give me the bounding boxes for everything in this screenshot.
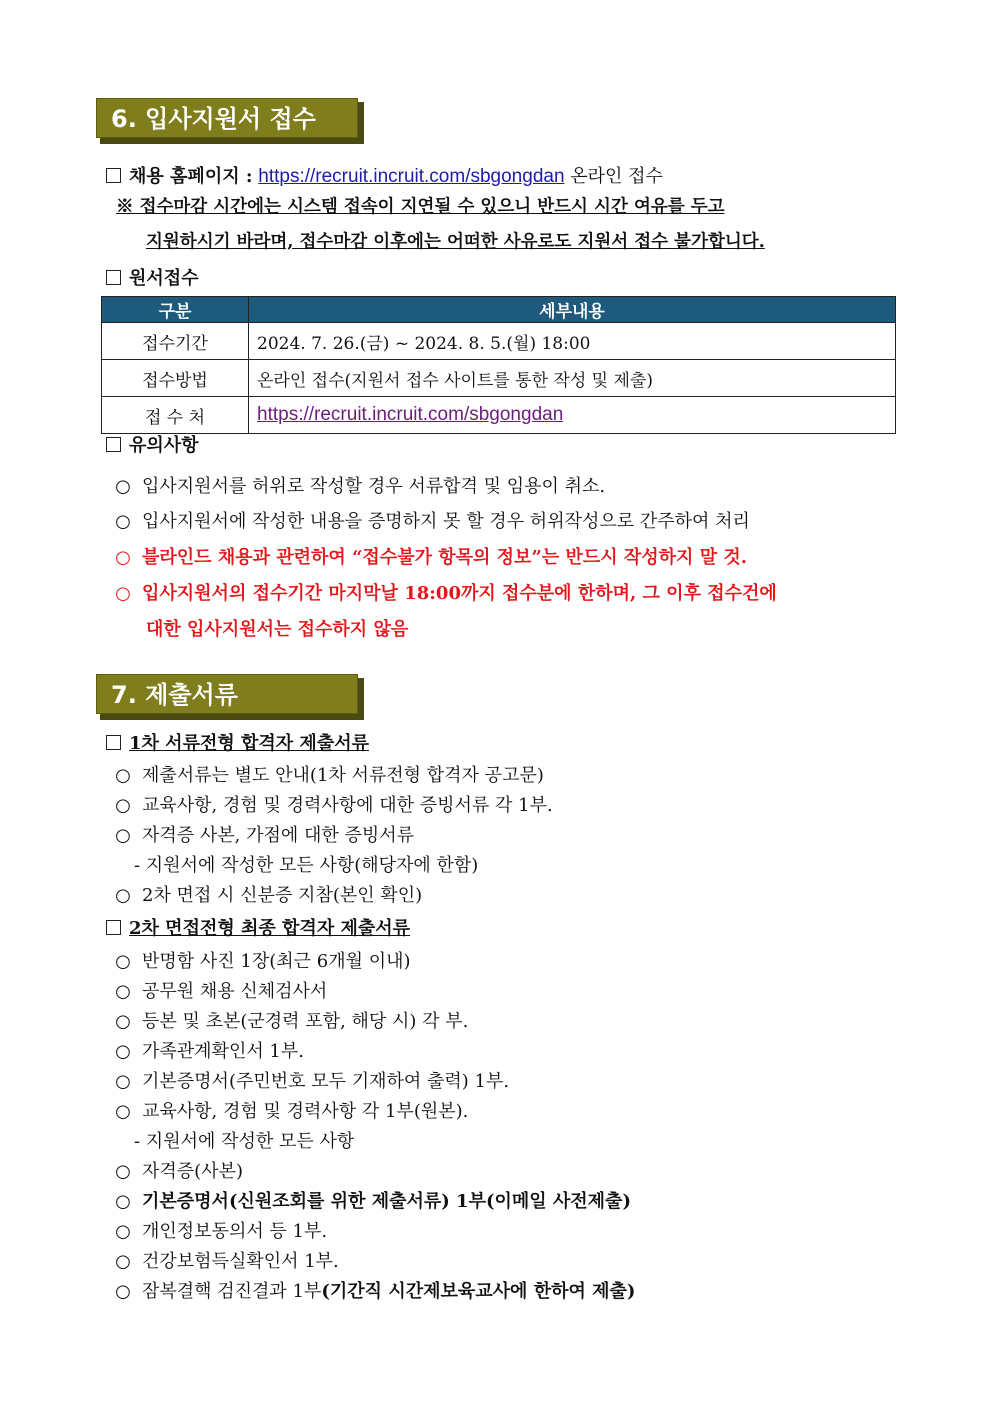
table-row [102,397,896,434]
homepage-line [106,165,663,189]
list-item: ○ 제출서류는 별도 안내(1차 서류전형 합격자 공고문) [115,765,544,786]
table-cell-value [249,397,896,434]
homepage-suffix: 온라인 접수 [570,166,663,187]
checkbox-square-icon [106,437,121,452]
section-6-header [96,98,360,140]
table-row [102,323,896,360]
list-item: ○ 잠복결핵 검진결과 1부(기간직 시간제보육교사에 한하여 제출) [115,1281,636,1302]
notice-line-1: ※ 접수마감 시간에는 시스템 접속이 지연될 수 있으니 반드시 시간 여유를 두고 [116,197,725,217]
list-item: ○ 입사지원서의 접수기간 마지막날 18:00까지 접수분에 한하며, 그 이후 접수건에 [115,583,777,604]
circle-bullet-icon: ○ [115,1281,131,1302]
circle-bullet-icon: ○ [115,1251,131,1272]
table-cell-key: 접수기간 [102,323,249,360]
list-item: ○ 가족관계확인서 1부. [115,1041,304,1062]
circle-bullet-icon: ○ [115,1101,131,1122]
list-item: ○ 교육사항, 경험 및 경력사항에 대한 증빙서류 각 1부. [115,795,553,816]
checkbox-square-icon [106,168,121,183]
group1-heading: 1차 서류전형 합격자 제출서류 [106,732,369,756]
homepage-link[interactable]: https://recruit.incruit.com/sbgongdan [258,166,565,187]
circle-bullet-icon: ○ [115,1041,131,1062]
table-cell-value: 2024. 7. 26.(금) ~ 2024. 8. 5.(월) 18:00 [249,323,896,360]
circle-bullet-icon: ○ [115,583,131,604]
list-item: ○ 기본증명서(주민번호 모두 기재하여 출력) 1부. [115,1071,510,1092]
group2-heading: 2차 면접전형 최종 합격자 제출서류 [106,917,410,941]
list-subitem: - 지원서에 작성한 모든 사항 [134,1131,355,1152]
list-item: ○ 블라인드 채용과 관련하여 “접수불가 항목의 정보”는 반드시 작성하지 말 것. [115,547,748,568]
circle-bullet-icon: ○ [115,1011,131,1032]
section-7-title: 7. 제출서류 [96,674,358,714]
reception-heading: 원서접수 [106,267,199,291]
circle-bullet-icon: ○ [115,981,131,1002]
section-6-title: 6. 입사지원서 접수 [96,98,358,138]
notice-line-2: 지원하시기 바라며, 접수마감 이후에는 어떠한 사유로도 지원서 접수 불가합니다. [146,232,765,252]
circle-bullet-icon: ○ [115,885,131,906]
list-item: ○ 건강보험득실확인서 1부. [115,1251,339,1272]
table-header-category: 구분 [102,297,249,323]
list-item-continued: 대한 입사지원서는 접수하지 않음 [146,619,409,640]
checkbox-square-icon [106,735,121,750]
list-item: ○ 공무원 채용 신체검사서 [115,981,328,1002]
checkbox-square-icon [106,920,121,935]
circle-bullet-icon: ○ [115,1071,131,1092]
list-item: ○ 반명함 사진 1장(최근 6개월 이내) [115,951,411,972]
list-item: ○ 교육사항, 경험 및 경력사항 각 1부(원본). [115,1101,469,1122]
circle-bullet-icon: ○ [115,795,131,816]
circle-bullet-icon: ○ [115,825,131,846]
table-cell-key: 접수방법 [102,360,249,397]
circle-bullet-icon: ○ [115,951,131,972]
reception-link[interactable]: https://recruit.incruit.com/sbgongdan [257,404,564,425]
circle-bullet-icon: ○ [115,1161,131,1182]
table-row [102,360,896,397]
list-item: ○ 입사지원서를 허위로 작성할 경우 서류합격 및 임용이 취소. [115,476,606,497]
list-item: ○ 등본 및 초본(군경력 포함, 해당 시) 각 부. [115,1011,469,1032]
list-subitem: - 지원서에 작성한 모든 사항(해당자에 한함) [134,855,479,876]
list-item: ○ 기본증명서(신원조회를 위한 제출서류) 1부(이메일 사전제출) [115,1191,631,1212]
caution-heading: 유의사항 [106,434,199,458]
list-item-note: (기간직 시간제보육교사에 한하여 제출) [321,1281,636,1302]
checkbox-square-icon [106,270,121,285]
homepage-label: 채용 홈페이지 : [129,166,253,187]
table-cell-value: 온라인 접수(지원서 접수 사이트를 통한 작성 및 제출) [249,360,896,397]
list-item: ○ 자격증 사본, 가점에 대한 증빙서류 [115,825,415,846]
table-cell-key: 접 수 처 [102,397,249,434]
list-item: ○ 개인정보동의서 등 1부. [115,1221,328,1242]
circle-bullet-icon: ○ [115,1191,131,1212]
list-item: ○ 입사지원서에 작성한 내용을 증명하지 못 할 경우 허위작성으로 간주하여 처리 [115,511,750,532]
circle-bullet-icon: ○ [115,1221,131,1242]
circle-bullet-icon: ○ [115,547,131,568]
reception-table [101,296,896,434]
circle-bullet-icon: ○ [115,476,131,497]
circle-bullet-icon: ○ [115,511,131,532]
list-item: ○ 자격증(사본) [115,1161,243,1182]
table-header-detail: 세부내용 [249,297,896,323]
section-7-header [96,674,360,716]
table-header-row [102,297,896,323]
list-item: ○ 2차 면접 시 신분증 지참(본인 확인) [115,885,423,906]
circle-bullet-icon: ○ [115,765,131,786]
